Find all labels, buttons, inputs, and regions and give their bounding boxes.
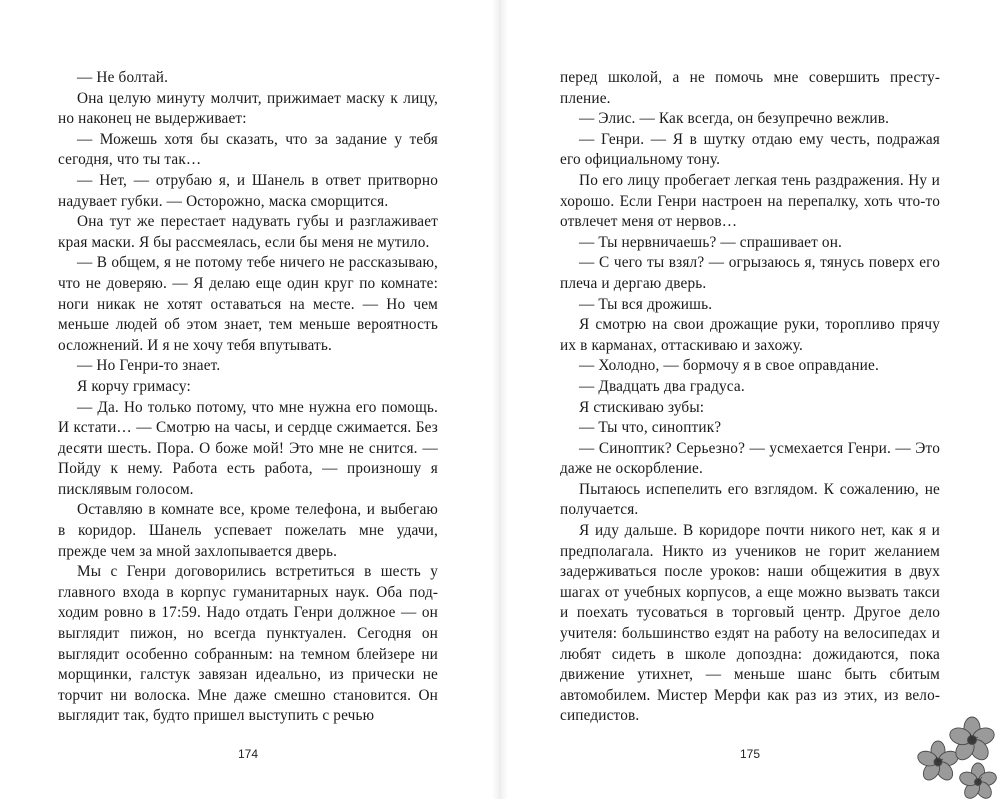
paragraph: — Нет, — отрубаю я, и Шанель в ответ притворно надувает губки. — Осторожно, маска сморщится. <box>58 171 438 210</box>
paragraph: Она целую минуту молчит, прижимает маску к лицу, но наконец не выдерживает: <box>58 89 438 128</box>
paragraph: — Но Генри-то знает. <box>77 357 221 375</box>
paragraph: — Синоптик? Серьезно? — усмехается Генри. — Это даже не оскорбление. <box>560 439 940 478</box>
paragraph: Я корчу гримасу: <box>77 377 191 395</box>
right-page <box>500 0 1000 799</box>
paragraph: — Двадцать два градуса. <box>579 377 745 395</box>
paragraph: — Элис. — Как всегда, он безупречно вежлив. <box>579 110 890 128</box>
page-number-right: 175 <box>739 747 761 761</box>
paragraph: — Не болтай. <box>77 69 169 86</box>
paragraph: Я смотрю на свои дрожащие руки, торопливо прячу их в карманах, оттаскиваю и захожу. <box>560 316 940 354</box>
paragraph: Пытаюсь испепелить его взглядом. К сожалению, не получается. <box>560 480 940 519</box>
paragraph: По его лицу пробегает легкая тень раздражения. Ну и хорошо. Если Генри настроен на перепалку, хоть что-то отвлечет меня от нервов… <box>560 171 940 231</box>
paragraph: — Генри. — Я в шутку отдаю ему честь, подражая его официальному тону. <box>560 130 940 169</box>
paragraph: Она тут же перестает надувать губы и разглаживает края маски. Я бы рассмеялась, если бы меня не мутило. <box>58 213 438 251</box>
paragraph: Оставляю в комнате все, кроме телефона, и выбегаю в коридор. Шанель успевает пожелать мне удачи, прежде чем за мной захлопывается дверь. <box>58 501 438 560</box>
right-page-text <box>560 68 940 727</box>
paragraph: — Ты вся дрожишь. <box>579 295 713 313</box>
paragraph: — Ты что, синоптик? <box>579 419 722 437</box>
paragraph: — Да. Но только потому, что мне нужна его помощь. И кстати… — Смотрю на часы, и сердце сжимается. Без десяти шесть. Пора. О боже мой! Это мне не снится. — Пойду к нему. Работа есть работа, — произношу я писклявым голосом. <box>58 398 438 498</box>
paragraph: — Ты нервничаешь? — спрашивает он. <box>579 233 843 251</box>
paragraph: Я иду дальше. В коридоре почти никого нет, как я и предполагала. Никто из учеников не горит желанием задерживаться после уроков: наши общежития в двух шагах от учебных корпусов, а еще можно вызвать такси и поехать тусоваться в торговый центр. Другое дело учителя: большинство ездят на работу на велосипедах и любят сидеть в школе допоздна: дожидаются, пока движение утихнет, — меньше шанс быть сбитым автомобилем. Мистер Мерфи как раз из этих, из велосипедистов. <box>560 522 940 725</box>
paragraph: — С чего ты взял? — огрызаюсь я, тянусь поверх его плеча и дергаю дверь. <box>560 254 940 292</box>
flower-ornament-icon <box>912 712 1000 799</box>
paragraph: — Можешь хотя бы сказать, что за задание у тебя сегодня, что ты так… <box>58 130 438 169</box>
paragraph: — Холодно, — бормочу я в свое оправдание. <box>579 357 879 375</box>
paragraph: Мы с Генри договорились встретиться в шесть у главного входа в корпус гуманитарных наук. Оба подходим ровно в 17:59. Надо отдать Генри должное — он выглядит пижон, но всегда пунктуален. Сегодня он выглядит особенно собранным: на темном блейзере ни морщинки, галстук завязан идеально, из прически не торчит ни волоска. Мне даже смешно становится. Он выглядит так, будто пришел выступить с речью <box>58 563 438 725</box>
paragraph: Я стискиваю зубы: <box>579 398 705 416</box>
paragraph-continuation: перед школой, а не помочь мне совершить преступление. <box>560 69 940 107</box>
page-number-left: 174 <box>237 747 259 761</box>
paragraph: — В общем, я не потому тебе ничего не рассказываю, что не доверяю. — Я делаю еще один круг по комнате: ноги никак не хотят оставаться на месте. — Но чем меньше людей об этом знает, тем меньше вероятность осложнений. И я не хочу тебя впутывать. <box>58 254 438 354</box>
left-page-text <box>58 68 438 727</box>
